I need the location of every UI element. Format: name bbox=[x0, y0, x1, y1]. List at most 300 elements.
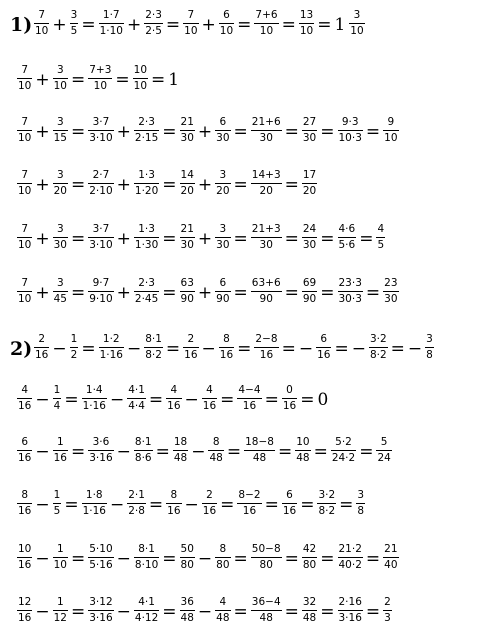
denominator: 1·10 bbox=[99, 24, 123, 37]
operator: = bbox=[284, 122, 299, 142]
denominator: 8·6 bbox=[134, 451, 152, 464]
fraction bbox=[356, 490, 365, 516]
fraction bbox=[302, 117, 317, 143]
numerator: 69 bbox=[302, 277, 317, 289]
fraction bbox=[173, 437, 188, 463]
numerator: 13 bbox=[299, 9, 314, 21]
fraction bbox=[134, 597, 159, 623]
denominator: 48 bbox=[180, 611, 194, 624]
numerator: 4 bbox=[206, 384, 213, 396]
numerator: 23 bbox=[384, 277, 398, 289]
fraction bbox=[53, 117, 68, 143]
denominator: 2·10 bbox=[89, 184, 113, 197]
operator: = bbox=[151, 70, 166, 90]
operator: = bbox=[71, 229, 86, 249]
denominator: 30 bbox=[180, 238, 194, 251]
denominator: 5 bbox=[377, 238, 385, 251]
denominator: 3·10 bbox=[89, 238, 113, 251]
fraction bbox=[237, 490, 261, 516]
operator: = bbox=[359, 229, 374, 249]
operator: = bbox=[300, 495, 315, 515]
fraction bbox=[215, 544, 230, 570]
numerator: 50−8 bbox=[251, 543, 281, 555]
fraction bbox=[376, 437, 391, 463]
operator: = bbox=[233, 549, 248, 569]
fraction bbox=[254, 10, 278, 36]
denominator: 10 bbox=[133, 79, 148, 92]
operator: = bbox=[320, 229, 335, 249]
denominator: 20 bbox=[53, 184, 67, 197]
operator: = bbox=[71, 122, 86, 142]
operator: = bbox=[359, 442, 374, 462]
numerator: 3 bbox=[357, 489, 365, 501]
numerator: 4 bbox=[219, 596, 227, 608]
numerator: 9·3 bbox=[341, 116, 359, 128]
denominator: 1·16 bbox=[99, 348, 123, 361]
numerator: 3 bbox=[219, 169, 227, 181]
operator: − bbox=[35, 442, 50, 462]
fraction bbox=[166, 385, 181, 411]
operator: = bbox=[339, 495, 354, 515]
numerator: 21 bbox=[180, 223, 194, 235]
denominator: 2 bbox=[70, 348, 78, 361]
fraction bbox=[383, 278, 398, 304]
operator: + bbox=[35, 122, 50, 142]
denominator: 90 bbox=[216, 292, 230, 305]
fraction bbox=[251, 597, 282, 623]
fraction bbox=[34, 334, 49, 360]
operator: + bbox=[126, 15, 142, 35]
operator: − bbox=[184, 495, 199, 515]
numerator: 24 bbox=[302, 223, 317, 235]
numerator: 4·1 bbox=[128, 384, 145, 396]
numerator: 1·2 bbox=[102, 333, 120, 345]
denominator: 10 bbox=[219, 24, 234, 37]
numerator: 27 bbox=[302, 116, 317, 128]
denominator: 2·5 bbox=[145, 24, 162, 37]
operator: + bbox=[197, 229, 213, 249]
numerator: 3 bbox=[56, 64, 64, 76]
fraction bbox=[17, 385, 32, 411]
operator: − bbox=[201, 339, 216, 359]
operator: = bbox=[233, 283, 248, 303]
denominator: 30 bbox=[302, 238, 317, 251]
denominator: 30 bbox=[384, 292, 398, 305]
operator: = bbox=[162, 602, 177, 622]
fraction bbox=[17, 278, 32, 304]
fraction bbox=[295, 437, 310, 463]
operator: − bbox=[116, 602, 131, 622]
operator: = bbox=[284, 549, 299, 569]
denominator: 80 bbox=[302, 558, 317, 571]
operator: − bbox=[109, 495, 125, 515]
denominator: 12 bbox=[53, 611, 67, 624]
fraction bbox=[99, 334, 124, 360]
numerator: 32 bbox=[302, 596, 317, 608]
denominator: 48 bbox=[173, 451, 188, 464]
fraction bbox=[338, 597, 363, 623]
operator: = bbox=[233, 122, 248, 142]
operator: = bbox=[320, 283, 335, 303]
denominator: 16 bbox=[282, 399, 297, 412]
numerator: 8·1 bbox=[138, 543, 155, 555]
denominator: 10 bbox=[18, 184, 32, 197]
denominator: 10 bbox=[350, 24, 364, 37]
numerator: 3·12 bbox=[89, 596, 113, 608]
operator: = bbox=[165, 339, 181, 359]
denominator: 90 bbox=[302, 292, 317, 305]
operator: = bbox=[220, 390, 235, 410]
operator: = bbox=[281, 15, 296, 35]
fraction bbox=[88, 278, 113, 304]
fraction bbox=[383, 597, 392, 623]
operator: − bbox=[52, 339, 67, 359]
numerator: 3·2 bbox=[318, 489, 336, 501]
fraction bbox=[144, 10, 163, 36]
numerator: 2·3 bbox=[138, 116, 155, 128]
denominator: 20 bbox=[216, 184, 230, 197]
fraction bbox=[251, 170, 282, 196]
fraction bbox=[254, 334, 278, 360]
numerator: 3 bbox=[70, 9, 78, 21]
denominator: 48 bbox=[296, 451, 310, 464]
operator: + bbox=[116, 175, 131, 195]
fraction bbox=[183, 10, 198, 36]
operator: − bbox=[126, 339, 142, 359]
fraction bbox=[133, 65, 148, 91]
numerator: 1·8 bbox=[85, 489, 103, 501]
fraction bbox=[53, 544, 68, 570]
fraction bbox=[134, 170, 159, 196]
denominator: 3·10 bbox=[89, 131, 113, 144]
numerator: 1·7 bbox=[102, 9, 120, 21]
operator: − bbox=[298, 339, 314, 359]
fraction bbox=[17, 117, 32, 143]
denominator: 8·10 bbox=[134, 558, 159, 571]
operator: = bbox=[284, 283, 299, 303]
fraction bbox=[282, 490, 297, 516]
fraction bbox=[208, 437, 223, 463]
numerator: 21·2 bbox=[338, 543, 362, 555]
numerator: 4 bbox=[377, 223, 385, 235]
denominator: 15 bbox=[53, 131, 67, 144]
denominator: 16 bbox=[219, 348, 234, 361]
operator: = bbox=[233, 602, 248, 622]
operator: = bbox=[81, 15, 96, 35]
denominator: 10 bbox=[53, 79, 67, 92]
numerator: 3 bbox=[56, 223, 64, 235]
operator: = bbox=[162, 122, 177, 142]
operator: + bbox=[35, 283, 50, 303]
fraction bbox=[53, 385, 62, 411]
denominator: 2·8 bbox=[128, 504, 145, 517]
fraction bbox=[215, 170, 230, 196]
operator: = bbox=[334, 339, 349, 359]
numerator: 2 bbox=[206, 489, 213, 501]
denominator: 16 bbox=[242, 399, 257, 412]
denominator: 10 bbox=[184, 24, 198, 37]
denominator: 2·45 bbox=[134, 292, 159, 305]
operator: − bbox=[35, 495, 50, 515]
denominator: 10·3 bbox=[338, 131, 362, 144]
operator: = bbox=[281, 339, 296, 359]
denominator: 80 bbox=[259, 558, 273, 571]
fraction bbox=[202, 385, 217, 411]
fraction bbox=[134, 278, 159, 304]
operator: = bbox=[233, 175, 248, 195]
denominator: 24·2 bbox=[331, 451, 356, 464]
operator: + bbox=[197, 175, 213, 195]
numerator: 7 bbox=[21, 116, 29, 128]
operator: = bbox=[365, 549, 381, 569]
operator: = bbox=[237, 15, 252, 35]
operator: − bbox=[109, 390, 125, 410]
fraction bbox=[349, 10, 364, 36]
denominator: 48 bbox=[209, 451, 223, 464]
fraction bbox=[17, 490, 32, 516]
operator: = bbox=[233, 229, 248, 249]
fraction bbox=[215, 224, 230, 250]
denominator: 10 bbox=[299, 24, 314, 37]
operator: = bbox=[71, 549, 86, 569]
denominator: 3 bbox=[384, 611, 391, 624]
operator: − bbox=[351, 339, 366, 359]
numerator: 7 bbox=[21, 169, 29, 181]
fraction bbox=[53, 278, 68, 304]
denominator: 8 bbox=[357, 504, 365, 517]
denominator: 4 bbox=[53, 399, 61, 412]
operator: = bbox=[165, 15, 181, 35]
fraction bbox=[134, 224, 159, 250]
operator: = bbox=[390, 339, 405, 359]
numerator: 3 bbox=[219, 223, 227, 235]
denominator: 10 bbox=[93, 79, 108, 92]
operator: = bbox=[162, 175, 177, 195]
numerator: 7 bbox=[21, 64, 29, 76]
numerator: 8 bbox=[170, 489, 178, 501]
operator: − bbox=[197, 602, 213, 622]
denominator: 10 bbox=[18, 131, 32, 144]
operator: = bbox=[284, 602, 299, 622]
fraction bbox=[99, 10, 124, 36]
denominator: 16 bbox=[18, 611, 32, 624]
operator: = bbox=[148, 495, 164, 515]
numerator: 2·16 bbox=[338, 596, 362, 608]
fraction bbox=[53, 65, 68, 91]
numerator: 8−2 bbox=[238, 489, 261, 501]
fraction bbox=[338, 117, 363, 143]
numerator: 2·3 bbox=[145, 9, 162, 21]
numerator: 1 bbox=[70, 333, 78, 345]
operator: = bbox=[148, 390, 164, 410]
numerator: 12 bbox=[18, 596, 32, 608]
denominator: 16 bbox=[167, 504, 181, 517]
numerator: 2−8 bbox=[255, 333, 278, 345]
fraction bbox=[88, 597, 113, 623]
fraction bbox=[237, 385, 261, 411]
denominator: 16 bbox=[317, 348, 331, 361]
operator: = bbox=[317, 15, 332, 35]
fraction bbox=[219, 334, 234, 360]
denominator: 8·2 bbox=[145, 348, 162, 361]
numerator: 1 bbox=[53, 384, 61, 396]
numerator: 21+6 bbox=[251, 116, 281, 128]
denominator: 5 bbox=[70, 24, 78, 37]
denominator: 10 bbox=[18, 79, 32, 92]
operator: − bbox=[184, 390, 199, 410]
denominator: 80 bbox=[216, 558, 230, 571]
fraction bbox=[180, 170, 195, 196]
fraction bbox=[88, 117, 113, 143]
fraction bbox=[251, 544, 282, 570]
denominator: 90 bbox=[180, 292, 194, 305]
operator: = bbox=[64, 495, 79, 515]
denominator: 20 bbox=[302, 184, 317, 197]
fraction bbox=[17, 65, 32, 91]
denominator: 9·10 bbox=[89, 292, 113, 305]
numerator: 8·1 bbox=[145, 333, 162, 345]
operator: = bbox=[155, 442, 170, 462]
operator: = bbox=[264, 390, 279, 410]
numerator: 5 bbox=[380, 436, 388, 448]
numerator: 8 bbox=[219, 543, 227, 555]
fraction bbox=[338, 544, 363, 570]
numerator: 18−8 bbox=[245, 436, 274, 448]
operator: + bbox=[197, 283, 213, 303]
numerator: 7+6 bbox=[255, 9, 278, 21]
operator: + bbox=[201, 15, 216, 35]
denominator: 3·16 bbox=[89, 451, 113, 464]
denominator: 30·3 bbox=[338, 292, 362, 305]
numerator: 2 bbox=[384, 596, 391, 608]
operator: = bbox=[284, 175, 299, 195]
denominator: 10 bbox=[35, 24, 49, 37]
denominator: 10 bbox=[384, 131, 398, 144]
denominator: 16 bbox=[167, 399, 181, 412]
denominator: 5 bbox=[53, 504, 61, 517]
operator: = bbox=[162, 229, 177, 249]
numerator: 21 bbox=[384, 543, 398, 555]
denominator: 90 bbox=[259, 292, 273, 305]
fraction bbox=[215, 278, 230, 304]
denominator: 45 bbox=[53, 292, 67, 305]
operator: = bbox=[365, 283, 381, 303]
operator: = bbox=[71, 602, 86, 622]
numerator: 10 bbox=[133, 64, 148, 76]
numerator: 6 bbox=[320, 333, 328, 345]
result-value: 1 bbox=[168, 70, 180, 90]
numerator: 23·3 bbox=[338, 277, 362, 289]
numerator: 3 bbox=[426, 333, 433, 345]
fraction bbox=[183, 334, 198, 360]
operator: = bbox=[71, 442, 86, 462]
operator: = bbox=[162, 283, 177, 303]
denominator: 40·2 bbox=[338, 558, 362, 571]
operator: = bbox=[365, 122, 381, 142]
fraction bbox=[82, 385, 107, 411]
numerator: 4 bbox=[21, 384, 29, 396]
fraction bbox=[244, 437, 275, 463]
numerator: 8·1 bbox=[134, 436, 152, 448]
numerator: 2·3 bbox=[138, 277, 155, 289]
numerator: 2 bbox=[38, 333, 46, 345]
operator: + bbox=[35, 175, 50, 195]
denominator: 16 bbox=[184, 348, 198, 361]
denominator: 10 bbox=[18, 292, 32, 305]
denominator: 48 bbox=[216, 611, 230, 624]
operator: − bbox=[35, 549, 50, 569]
denominator: 3·16 bbox=[338, 611, 362, 624]
operator: = bbox=[320, 549, 335, 569]
numerator: 7 bbox=[38, 9, 46, 21]
numerator: 3·7 bbox=[92, 116, 110, 128]
numerator: 4 bbox=[170, 384, 178, 396]
numerator: 18 bbox=[173, 436, 188, 448]
operator: − bbox=[191, 442, 206, 462]
denominator: 20 bbox=[180, 184, 194, 197]
result-value: 1 bbox=[334, 15, 346, 35]
numerator: 0 bbox=[286, 384, 293, 396]
numerator: 1·3 bbox=[138, 169, 155, 181]
numerator: 8 bbox=[223, 333, 230, 345]
denominator: 16 bbox=[35, 348, 49, 361]
numerator: 1 bbox=[53, 489, 61, 501]
numerator: 9 bbox=[387, 116, 395, 128]
numerator: 4−4 bbox=[238, 384, 261, 396]
numerator: 4·6 bbox=[338, 223, 356, 235]
denominator: 16 bbox=[242, 504, 257, 517]
operator: = bbox=[71, 175, 86, 195]
denominator: 16 bbox=[18, 504, 32, 517]
denominator: 10 bbox=[53, 558, 67, 571]
denominator: 10 bbox=[259, 24, 274, 37]
numerator: 5·2 bbox=[335, 436, 352, 448]
numerator: 36 bbox=[180, 596, 194, 608]
denominator: 16 bbox=[202, 399, 217, 412]
fraction bbox=[331, 437, 356, 463]
numerator: 63 bbox=[180, 277, 194, 289]
fraction bbox=[53, 597, 68, 623]
fraction bbox=[70, 10, 79, 36]
fraction bbox=[88, 170, 113, 196]
denominator: 24 bbox=[377, 451, 391, 464]
denominator: 16 bbox=[18, 558, 32, 571]
numerator: 1 bbox=[56, 596, 64, 608]
denominator: 5·16 bbox=[89, 558, 113, 571]
fraction bbox=[127, 385, 146, 411]
numerator: 1·4 bbox=[85, 384, 103, 396]
fraction bbox=[180, 224, 195, 250]
numerator: 3·7 bbox=[92, 223, 110, 235]
operator: = bbox=[81, 339, 96, 359]
denominator: 20 bbox=[259, 184, 273, 197]
fraction bbox=[251, 224, 282, 250]
denominator: 16 bbox=[18, 451, 32, 464]
numerator: 1·3 bbox=[138, 223, 155, 235]
numerator: 6 bbox=[223, 9, 230, 21]
denominator: 30 bbox=[180, 131, 194, 144]
fraction bbox=[251, 278, 282, 304]
numerator: 7 bbox=[21, 277, 29, 289]
fraction bbox=[180, 544, 195, 570]
fraction bbox=[34, 10, 49, 36]
operator: − bbox=[197, 549, 213, 569]
operator: + bbox=[116, 122, 131, 142]
fraction bbox=[302, 544, 317, 570]
denominator: 1·16 bbox=[82, 399, 106, 412]
denominator: 8·2 bbox=[318, 504, 336, 517]
operator: + bbox=[52, 15, 67, 35]
